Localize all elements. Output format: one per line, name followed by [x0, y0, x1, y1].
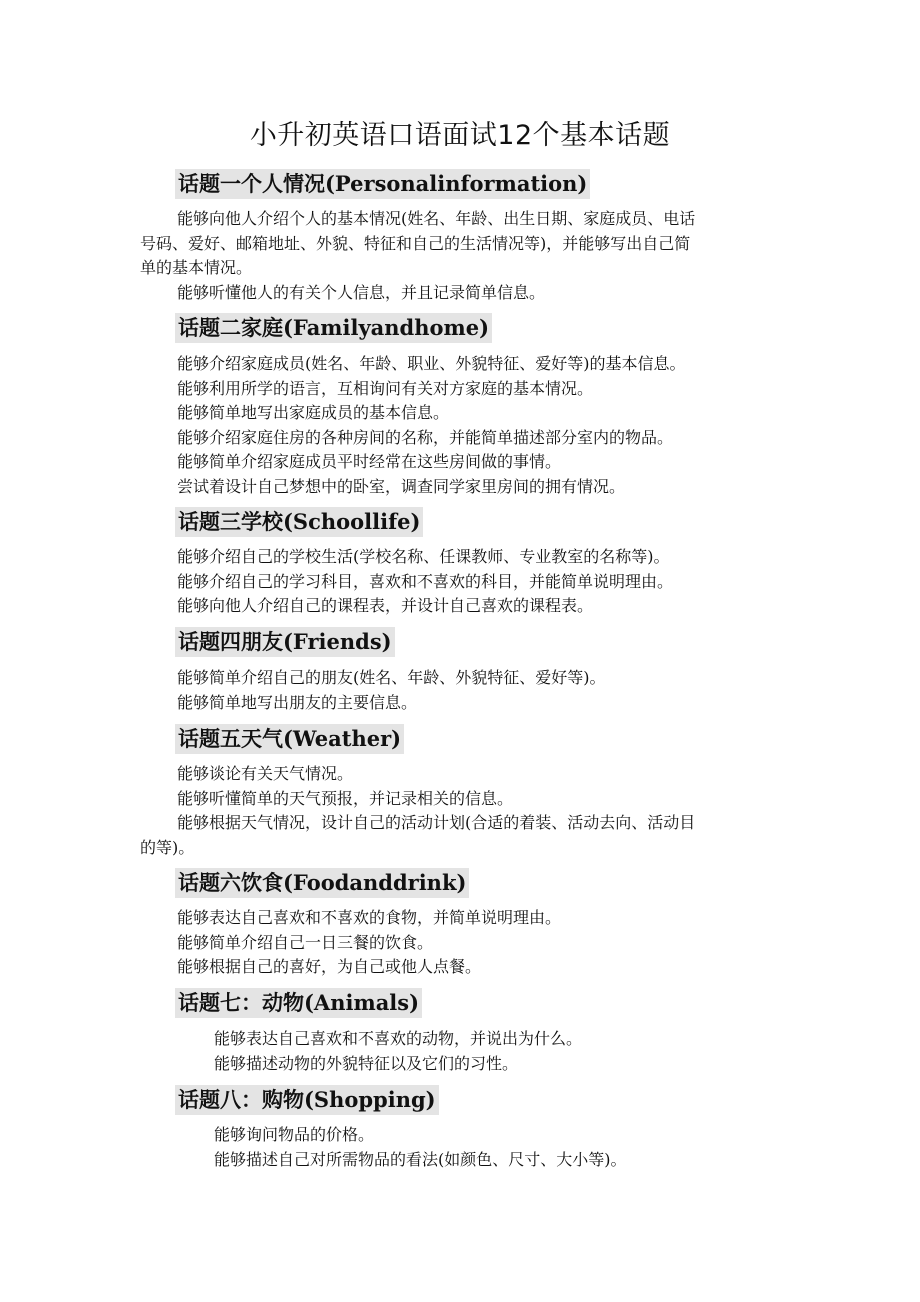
- section-heading-school-life: 话题三学校(Schoollife): [175, 507, 423, 537]
- paragraph-line: 能够表达自己喜欢和不喜欢的动物，并说出为什么。: [214, 1029, 583, 1048]
- paragraph-line: 能够听懂他人的有关个人信息，并且记录简单信息。: [177, 282, 546, 302]
- paragraph-line: 能够介绍自己的学校生活(学校名称、任课教师、专业教室的名称等)。: [177, 547, 670, 566]
- paragraph-line: 能够向他人介绍个人的基本情况(姓名、年龄、出生日期、家庭成员、电话: [177, 209, 696, 228]
- section-heading-weather: 话题五天气(Weather): [175, 724, 404, 754]
- section-body-friends: [140, 666, 780, 715]
- paragraph-line: 尝试着设计自己梦想中的卧室，调查同学家里房间的拥有情况。: [177, 476, 626, 496]
- section-body-personal-information: [140, 207, 780, 305]
- paragraph-line: 能够听懂简单的天气预报，并记录相关的信息。: [177, 788, 514, 808]
- section-heading-animals: 话题七：动物(Animals): [175, 988, 422, 1018]
- paragraph-line: 能够简单介绍自己的朋友(姓名、年龄、外貌特征、爱好等)。: [177, 668, 606, 687]
- paragraph-line: 能够询问物品的价格。: [214, 1125, 375, 1144]
- document-title: 小升初英语口语面试12个基本话题: [249, 120, 671, 151]
- paragraph-line: 能够简单地写出朋友的主要信息。: [177, 692, 418, 712]
- paragraph-line: 能够简单介绍自己一日三餐的饮食。: [177, 932, 434, 952]
- paragraph-line: 能够表达自己喜欢和不喜欢的食物，并简单说明理由。: [177, 908, 562, 927]
- paragraph-line: 能够描述自己对所需物品的看法(如颜色、尺寸、大小等)。: [214, 1149, 627, 1169]
- section-heading-shopping: 话题八：购物(Shopping): [175, 1085, 439, 1115]
- section-body-school-life: [140, 545, 780, 619]
- paragraph-line: 能够介绍自己的学习科目，喜欢和不喜欢的科目，并能简单说明理由。: [177, 571, 674, 591]
- section-heading-personal-information: 话题一个人情况(Personalinformation): [175, 169, 590, 199]
- paragraph-line: 的等)。: [140, 837, 195, 857]
- paragraph-line: 能够介绍家庭成员(姓名、年龄、职业、外貌特征、爱好等)的基本信息。: [177, 354, 686, 373]
- section-heading-friends: 话题四朋友(Friends): [175, 627, 395, 657]
- paragraph-line: 能够介绍家庭住房的各种房间的名称，并能简单描述部分室内的物品。: [177, 427, 674, 447]
- paragraph-line: 能够根据天气情况，设计自己的活动计划(合适的着装、活动去向、活动目: [177, 813, 696, 832]
- section-body-animals: [140, 1027, 780, 1076]
- paragraph-line: 能够描述动物的外貌特征以及它们的习性。: [214, 1053, 519, 1073]
- section-body-family-and-home: [140, 352, 780, 499]
- paragraph-line: 单的基本情况。: [140, 258, 253, 277]
- paragraph-line: 能够向他人介绍自己的课程表，并设计自己喜欢的课程表。: [177, 596, 594, 615]
- section-body-shopping: [140, 1123, 780, 1172]
- paragraph-line: 号码、爱好、邮箱地址、外貌、特征和自己的生活情况等)，并能够写出自己简: [140, 233, 691, 253]
- paragraph-line: 能够根据自己的喜好，为自己或他人点餐。: [177, 957, 482, 976]
- section-body-food-and-drink: [140, 906, 780, 980]
- paragraph-line: 能够谈论有关天气情况。: [177, 764, 354, 783]
- section-heading-family-and-home: 话题二家庭(Familyandhome): [175, 313, 492, 343]
- paragraph-line: 能够简单介绍家庭成员平时经常在这些房间做的事情。: [177, 452, 562, 471]
- section-heading-food-and-drink: 话题六饮食(Foodanddrink): [175, 868, 469, 898]
- section-body-weather: [140, 762, 780, 860]
- paragraph-line: 能够简单地写出家庭成员的基本信息。: [177, 403, 450, 422]
- paragraph-line: 能够利用所学的语言，互相询问有关对方家庭的基本情况。: [177, 378, 594, 398]
